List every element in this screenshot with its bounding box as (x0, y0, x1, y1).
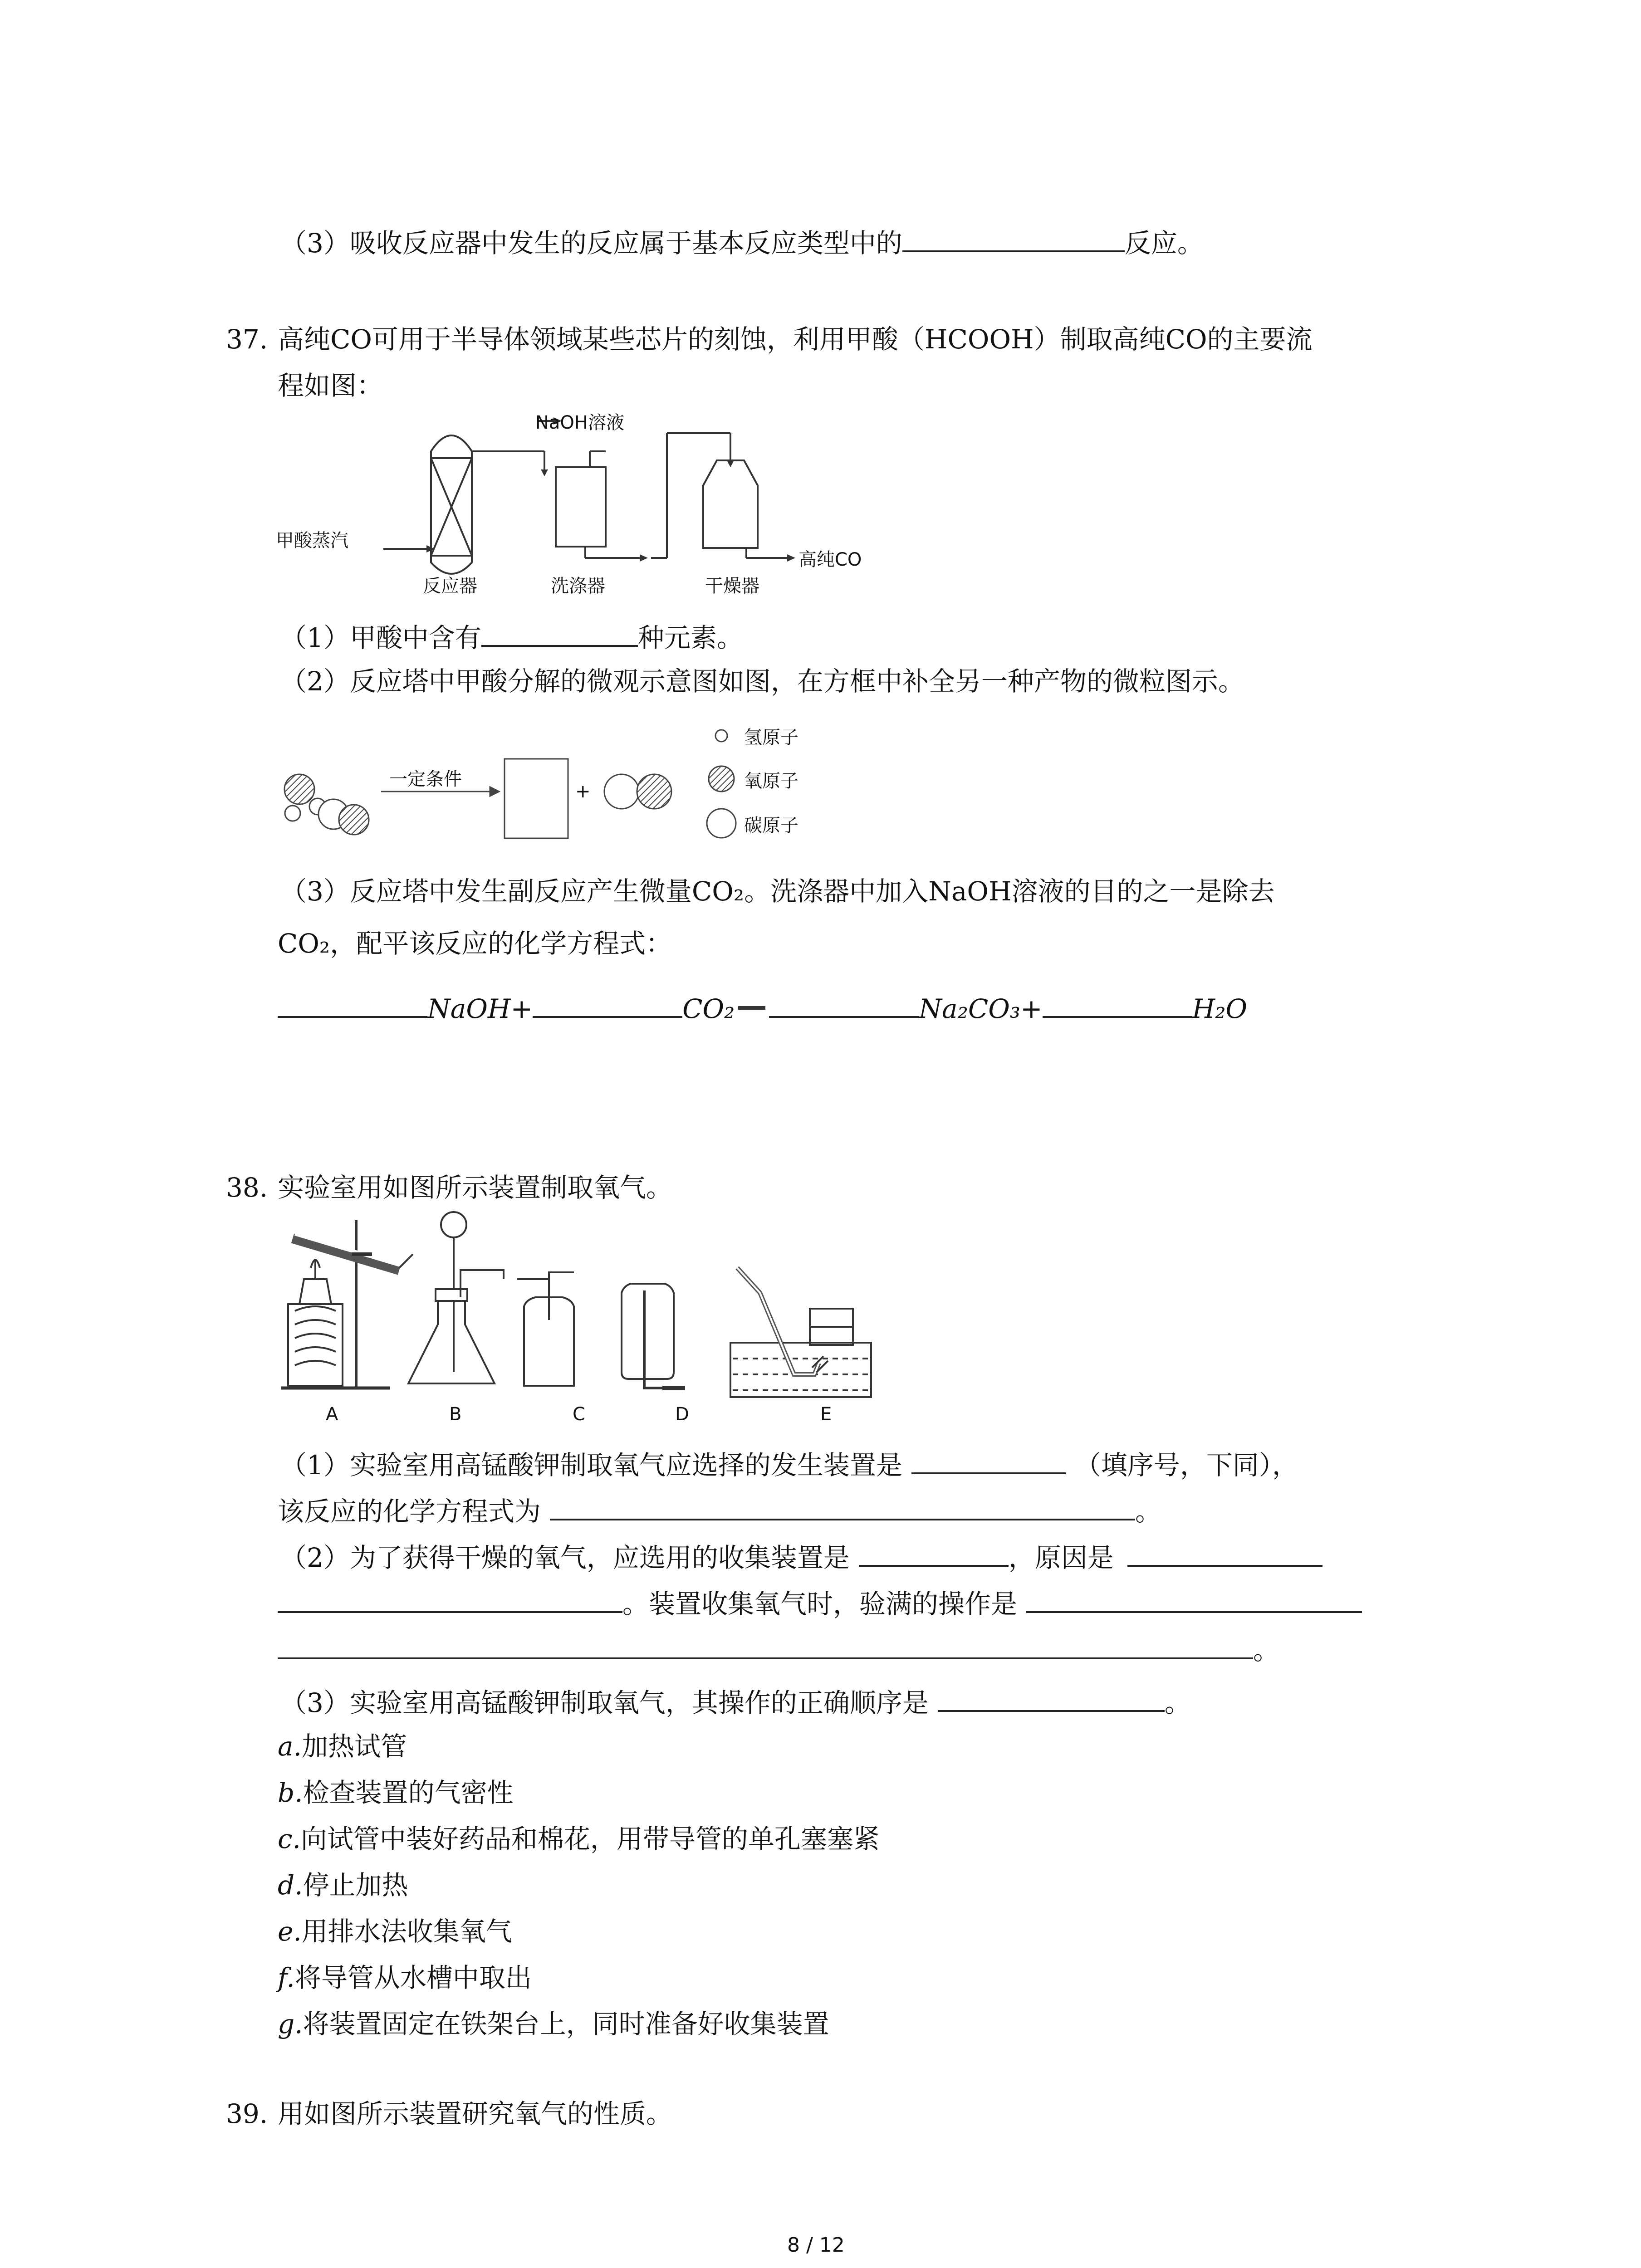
q37-part1-suffix: 种元素。 (637, 622, 743, 653)
legend-carbon-icon (707, 809, 736, 838)
dryer-vessel (703, 460, 758, 548)
q39-number: 39. (226, 2098, 268, 2129)
answer-blank[interactable] (550, 1491, 1135, 1520)
conical-flask (408, 1297, 495, 1383)
flow-reactor-label: 反应器 (423, 576, 477, 596)
apparatus-label-c: C (573, 1404, 585, 1425)
answer-blank[interactable] (481, 617, 638, 647)
micro-plus-sign: + (575, 781, 591, 802)
step-item (278, 1913, 512, 1950)
step-letter: f. (278, 1962, 295, 1993)
washer-vessel (556, 467, 606, 547)
eq-h2o: H₂O (1192, 993, 1247, 1024)
q39-stem: 用如图所示装置研究氧气的性质。 (278, 2098, 673, 2129)
q37-part3-line1: （3）反应塔中发生副反应产生微量CO₂。洗涤器中加入NaOH溶液的目的之一是除去 (280, 876, 1275, 907)
legend-hydrogen-icon (715, 730, 727, 742)
q38-part1-prefix: （1）实验室用高锰酸钾制取氧气应选择的发生装置是 (280, 1450, 902, 1481)
legend-hydrogen-label: 氢原子 (744, 727, 798, 748)
legend-carbon-label: 碳原子 (744, 815, 798, 836)
answer-blank[interactable] (1127, 1537, 1323, 1567)
q37-stem-line1: 高纯CO可用于半导体领域某些芯片的刻蚀，利用甲酸（HCOOH）制取高纯CO的主要流 (278, 324, 1313, 355)
alcohol-lamp-stand (288, 1304, 343, 1386)
step-text: 将导管从水槽中取出 (294, 1962, 532, 1993)
q38-part1-line1 (280, 1444, 1298, 1483)
eq-na2co3: Na₂CO₃+ (919, 993, 1043, 1024)
gas-bottle-d (622, 1284, 674, 1379)
step-item (278, 1821, 880, 1857)
carbon-atom (604, 774, 639, 809)
flow-dryer-label: 干燥器 (705, 576, 759, 596)
q36-part3-prefix: （3）吸收反应器中发生的反应属于基本反应类型中的 (280, 228, 902, 259)
q38-part2-line2-mid: 。装置收集氧气时，验满的操作是 (622, 1589, 1018, 1619)
step-text: 加热试管 (302, 1731, 407, 1762)
legend-oxygen-label: 氧原子 (744, 771, 798, 792)
step-letter: e. (278, 1916, 302, 1947)
answer-box[interactable] (505, 759, 568, 838)
eq-naoh: NaOH+ (427, 993, 533, 1024)
coef-blank-1[interactable] (278, 988, 427, 1018)
micro-condition-label: 一定条件 (389, 769, 462, 790)
q38-part2-line2 (278, 1583, 1362, 1622)
oxygen-atom (339, 805, 369, 835)
step-letter: b. (278, 1777, 303, 1808)
answer-blank[interactable] (938, 1682, 1165, 1712)
q38-number: 38. (226, 1172, 268, 1203)
page-number: 8 / 12 (787, 2234, 845, 2257)
q38-part1-line2-prefix: 该反应的化学方程式为 (278, 1496, 541, 1527)
q38-part1-line2 (278, 1491, 1161, 1530)
q37-part3-line2: CO₂，配平该反应的化学方程式： (278, 928, 672, 959)
answer-blank[interactable] (902, 222, 1125, 252)
step-item (278, 1728, 407, 1765)
eq-co2: CO₂ (682, 993, 735, 1024)
oxygen-atom (284, 774, 314, 804)
water-trough (730, 1343, 871, 1397)
q38-part2-line1 (280, 1537, 1323, 1576)
eq-sign (738, 1006, 765, 1010)
hydrogen-atom (285, 806, 300, 821)
step-item (278, 1867, 408, 1903)
test-tube (293, 1238, 399, 1270)
step-item (278, 1774, 514, 1811)
q38-part3 (280, 1682, 1191, 1721)
step-text: 将装置固定在铁架台上，同时准备好收集装置 (303, 2009, 829, 2039)
step-text: 向试管中装好药品和棉花，用带导管的单孔塞塞紧 (300, 1823, 880, 1854)
q37-part2: （2）反应塔中甲酸分解的微观示意图如图，在方框中补全另一种产物的微粒图示。 (280, 666, 1244, 697)
alcohol-lamp (299, 1279, 331, 1304)
step-letter: a. (278, 1731, 302, 1762)
q37-number: 37. (226, 324, 268, 355)
q38-part1-line2-suffix: 。 (1135, 1496, 1162, 1527)
q38-part3-prefix: （3）实验室用高锰酸钾制取氧气，其操作的正确顺序是 (280, 1687, 929, 1718)
step-text: 用排水法收集氧气 (301, 1916, 512, 1947)
q36-part3-suffix: 反应。 (1124, 228, 1204, 259)
q38-apparatus-diagram (277, 1211, 957, 1411)
q38-part3-suffix: 。 (1164, 1687, 1191, 1718)
step-item (278, 2006, 829, 2042)
q37-part1-prefix: （1）甲酸中含有 (280, 622, 481, 653)
q37-equation (278, 988, 1247, 1027)
q36-part3 (280, 222, 1204, 261)
answer-blank[interactable] (278, 1583, 622, 1613)
flow-product-label: 高纯CO (798, 549, 862, 570)
apparatus-label-a: A (326, 1404, 338, 1425)
q38-part2-line3-suffix: 。 (1253, 1635, 1280, 1666)
flow-naoh-label: NaOH溶液 (535, 412, 624, 433)
answer-blank[interactable] (278, 1629, 1253, 1659)
apparatus-label-d: D (675, 1404, 689, 1425)
flow-washer-label: 洗涤器 (551, 576, 605, 596)
step-text: 检查装置的气密性 (303, 1777, 514, 1808)
step-letter: c. (278, 1823, 301, 1854)
answer-blank[interactable] (911, 1444, 1066, 1474)
step-letter: g. (278, 2009, 303, 2039)
q38-part2-mid: ，原因是 (1008, 1542, 1114, 1573)
oxygen-atom (637, 774, 671, 809)
apparatus-label-b: B (449, 1404, 462, 1425)
q38-part2-prefix: （2）为了获得干燥的氧气，应选用的收集装置是 (280, 1542, 850, 1573)
coef-blank-3[interactable] (769, 988, 919, 1018)
legend-oxygen-icon (709, 766, 734, 792)
answer-blank[interactable] (859, 1537, 1009, 1567)
q38-part1-suffix: （填序号，下同）， (1074, 1450, 1298, 1481)
q37-part1 (280, 617, 743, 656)
q38-stem: 实验室用如图所示装置制取氧气。 (278, 1172, 673, 1203)
coef-blank-4[interactable] (1043, 988, 1192, 1018)
step-text: 停止加热 (303, 1870, 408, 1901)
q37-stem-line2: 程如图： (278, 370, 383, 401)
step-item (278, 1960, 532, 1996)
funnel (441, 1212, 466, 1237)
q38-part2-line3 (278, 1629, 1279, 1668)
coef-blank-2[interactable] (533, 988, 682, 1018)
step-letter: d. (278, 1870, 303, 1901)
answer-blank[interactable] (1026, 1583, 1362, 1613)
flow-feed-label: 甲酸蒸汽 (276, 530, 348, 551)
apparatus-label-e: E (820, 1404, 832, 1425)
